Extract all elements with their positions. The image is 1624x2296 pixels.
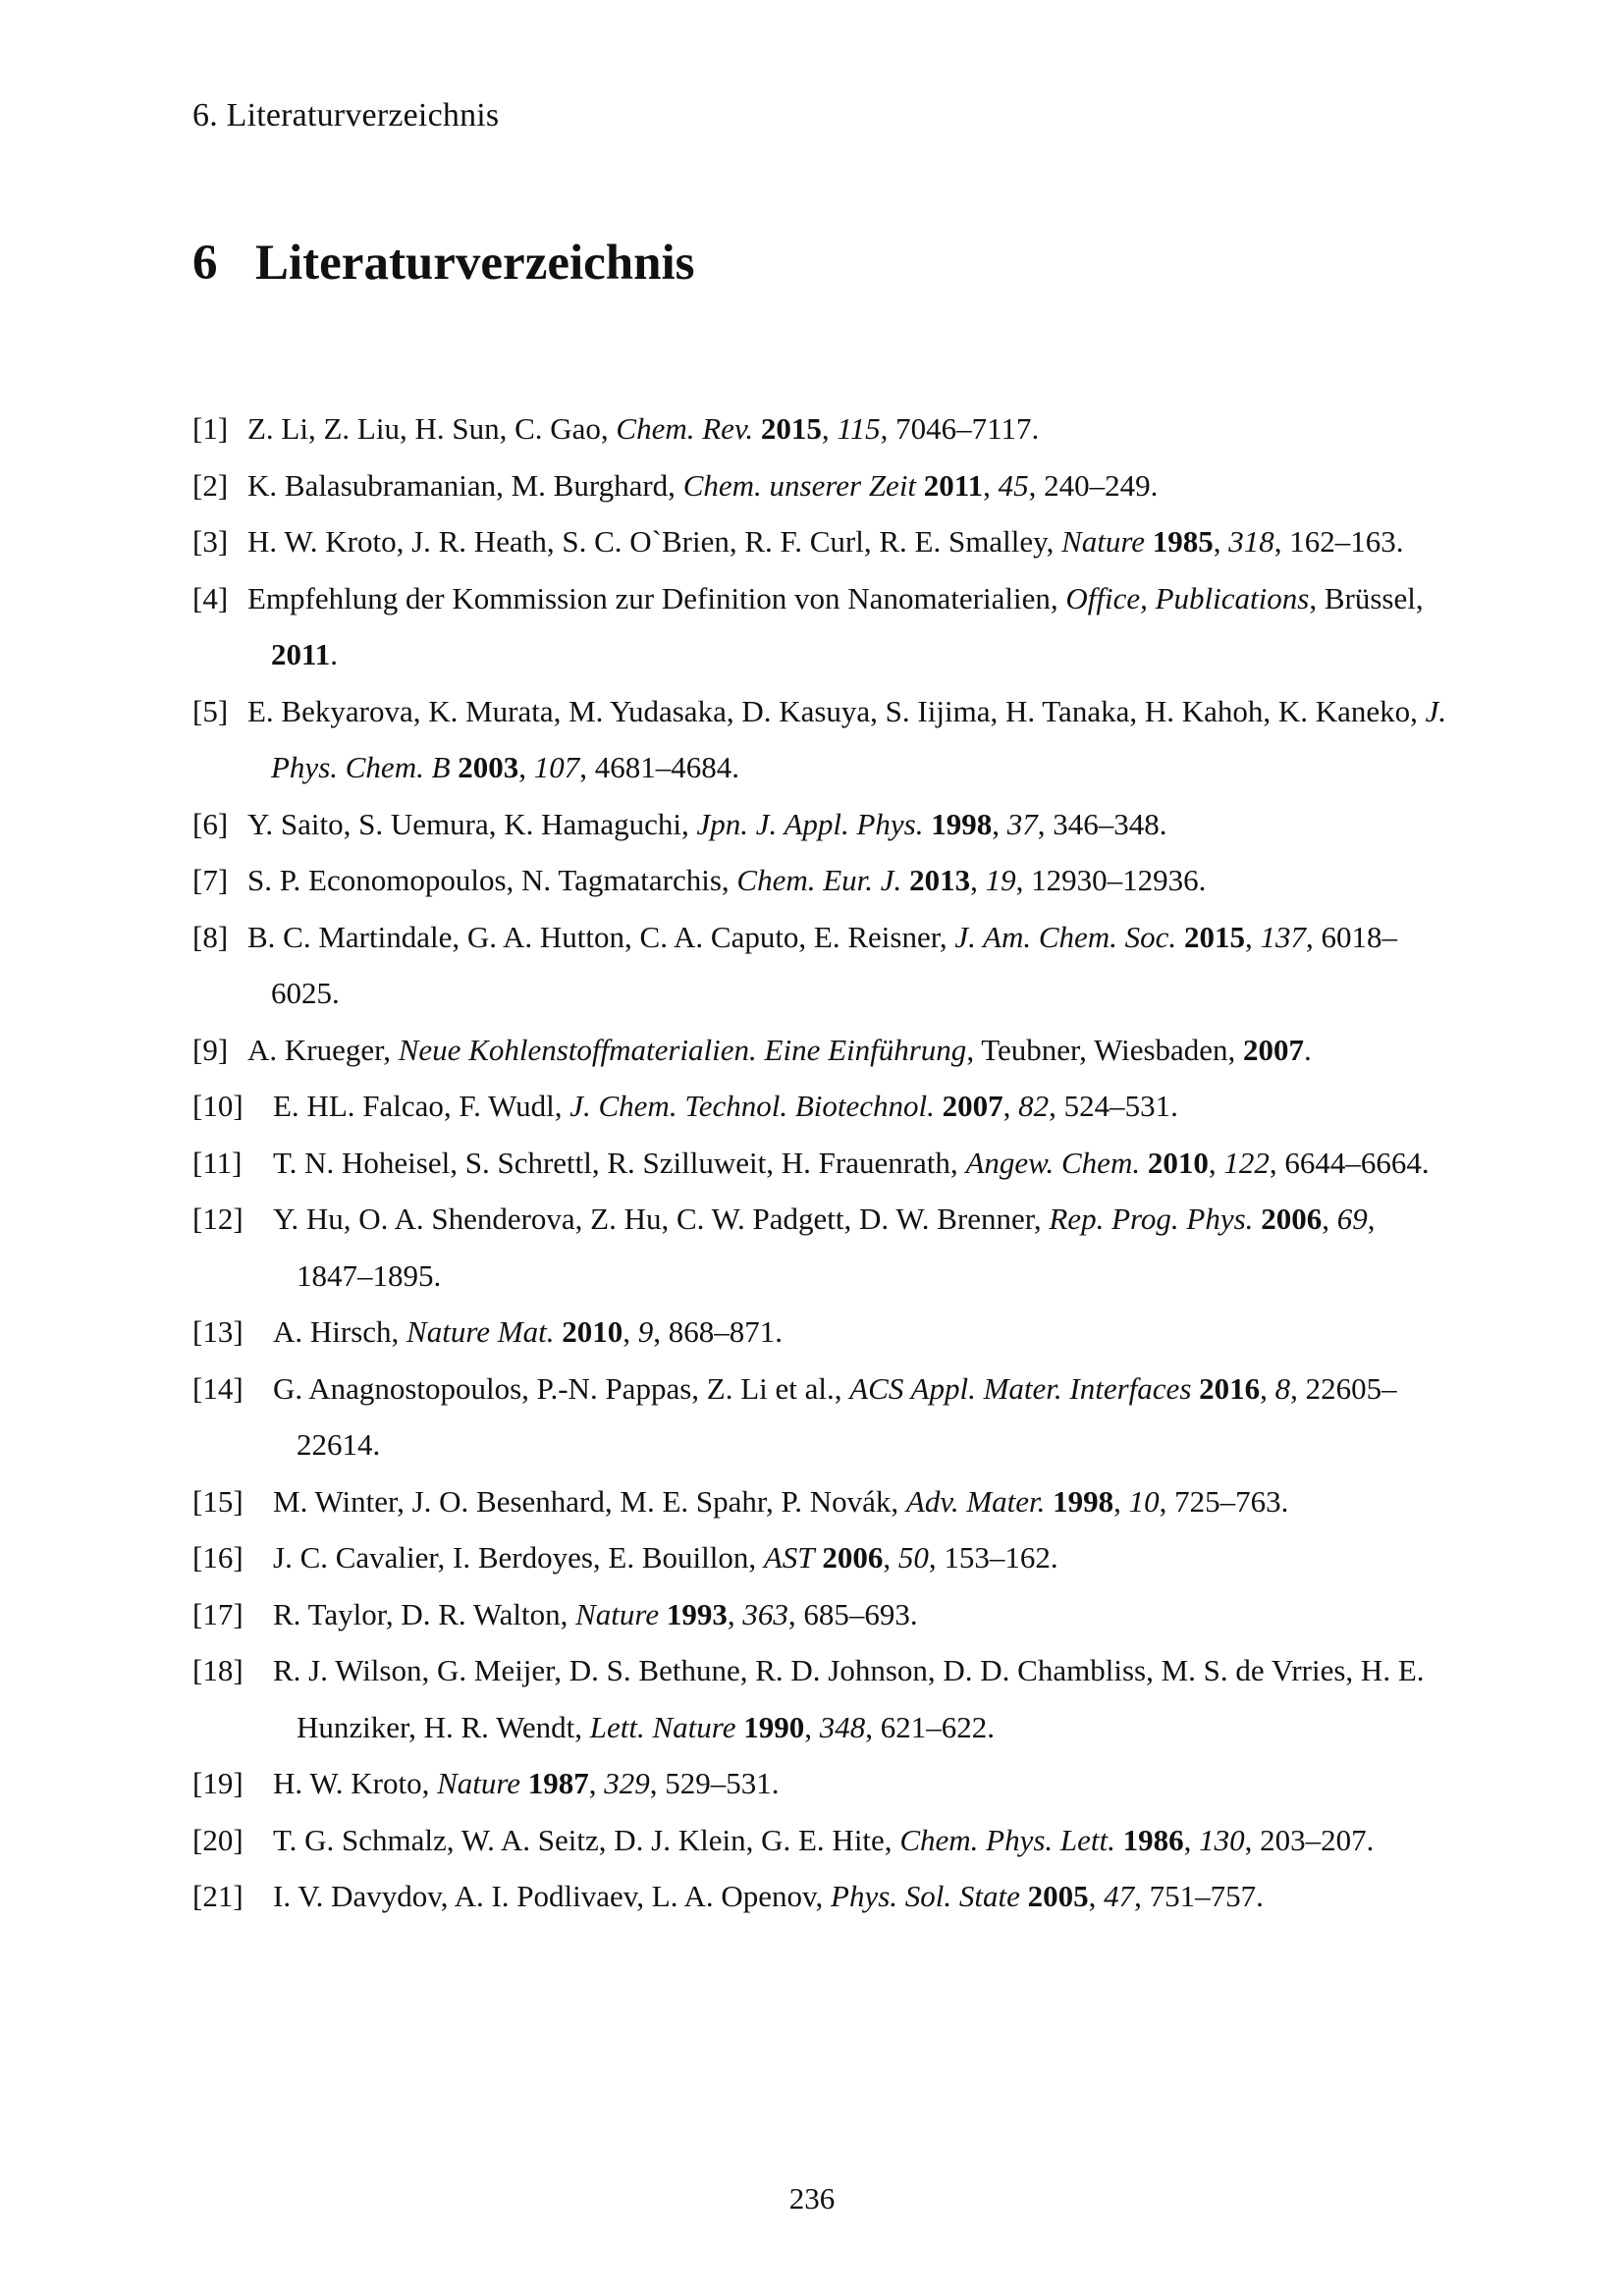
reference-label: [18] bbox=[192, 1653, 244, 1687]
reference-journal: Nature bbox=[575, 1596, 660, 1631]
reference-journal: Nature bbox=[437, 1766, 521, 1800]
reference-label: [9] bbox=[192, 1032, 229, 1067]
reference-journal: Chem. unserer Zeit bbox=[682, 467, 917, 503]
reference-text bbox=[247, 513, 1449, 570]
reference-fragment: , bbox=[1260, 1370, 1275, 1406]
reference-text bbox=[273, 1755, 1449, 1812]
reference-fragment: , 12930–12936. bbox=[1015, 863, 1207, 897]
reference-journal: Nature Mat. bbox=[406, 1314, 555, 1349]
reference-item bbox=[192, 1755, 1449, 1812]
reference-text bbox=[247, 457, 1449, 514]
reference-fragment: , 240–249. bbox=[1028, 467, 1159, 503]
reference-fragment bbox=[659, 1597, 667, 1631]
reference-fragment: Z. Li, Z. Liu, H. Sun, C. Gao, bbox=[247, 411, 617, 446]
reference-text bbox=[247, 909, 1449, 1022]
reference-item bbox=[192, 852, 1449, 909]
reference-year: 2007 bbox=[942, 1089, 1003, 1123]
reference-fragment: , bbox=[588, 1766, 605, 1800]
reference-fragment: , 621–622. bbox=[865, 1709, 995, 1744]
reference-text bbox=[247, 570, 1449, 683]
reference-fragment: , 868–871. bbox=[653, 1314, 783, 1349]
reference-journal: 10 bbox=[1128, 1483, 1160, 1519]
reference-year: 2007 bbox=[1243, 1032, 1305, 1067]
reference-item bbox=[192, 1586, 1449, 1643]
reference-label: [1] bbox=[192, 411, 229, 446]
reference-year: 2010 bbox=[1147, 1145, 1209, 1180]
reference-text bbox=[273, 1473, 1449, 1530]
reference-fragment: Empfehlung der Kommission zur Definition von Nanomaterialien, bbox=[247, 580, 1066, 615]
reference-fragment: B. C. Martindale, G. A. Hutton, C. A. Caputo, E. Reisner, bbox=[247, 919, 955, 954]
reference-fragment: Y. Hu, O. A. Shenderova, Z. Hu, C. W. Padgett, D. W. Brenner, bbox=[273, 1201, 1050, 1236]
reference-fragment: E. HL. Falcao, F. Wudl, bbox=[273, 1089, 570, 1123]
reference-journal: J. Chem. Technol. Biotechnol. bbox=[569, 1089, 935, 1123]
reference-fragment: R. Taylor, D. R. Walton, bbox=[273, 1596, 576, 1631]
reference-fragment: , bbox=[983, 467, 999, 503]
reference-label: [15] bbox=[192, 1483, 244, 1519]
reference-journal: 363 bbox=[742, 1596, 788, 1631]
reference-year: 1993 bbox=[666, 1596, 728, 1631]
reference-year: 2006 bbox=[1261, 1201, 1323, 1236]
reference-fragment bbox=[935, 1089, 943, 1123]
reference-fragment bbox=[916, 468, 924, 503]
reference-text bbox=[273, 1078, 1449, 1135]
reference-journal: 19 bbox=[985, 863, 1016, 897]
reference-year: 1985 bbox=[1152, 524, 1214, 559]
reference-item bbox=[192, 1304, 1449, 1361]
reference-journal: 107 bbox=[533, 750, 580, 784]
reference-fragment bbox=[1176, 920, 1184, 954]
reference-item bbox=[192, 1473, 1449, 1530]
reference-label: [13] bbox=[192, 1314, 244, 1349]
reference-journal: AST bbox=[763, 1540, 815, 1575]
reference-item bbox=[192, 1135, 1449, 1192]
reference-journal: 130 bbox=[1199, 1822, 1245, 1857]
reference-label: [6] bbox=[192, 806, 229, 841]
reference-fragment: T. N. Hoheisel, S. Schrettl, R. Szilluweit, H. Frauenrath, bbox=[273, 1145, 966, 1180]
reference-item bbox=[192, 683, 1449, 796]
reference-label: [3] bbox=[192, 524, 229, 559]
reference-fragment: , 529–531. bbox=[649, 1766, 780, 1800]
reference-journal: 115 bbox=[837, 411, 881, 446]
reference-journal: 9 bbox=[637, 1314, 654, 1349]
reference-fragment: E. Bekyarova, K. Murata, M. Yudasaka, D. Kasuya, S. Iijima, H. Tanaka, H. Kahoh, K. Kaneko, bbox=[247, 693, 1426, 728]
reference-text bbox=[273, 1361, 1449, 1473]
reference-fragment: , 1847–1895. bbox=[297, 1201, 1376, 1293]
reference-text bbox=[273, 1304, 1449, 1361]
reference-fragment: , bbox=[1088, 1879, 1105, 1913]
reference-fragment: , 346–348. bbox=[1037, 806, 1167, 841]
reference-fragment: , 524–531. bbox=[1049, 1089, 1178, 1123]
reference-item bbox=[192, 1191, 1449, 1304]
reference-journal: 122 bbox=[1223, 1145, 1270, 1180]
reference-label: [21] bbox=[192, 1879, 244, 1913]
reference-fragment bbox=[1045, 1484, 1053, 1519]
reference-journal: 37 bbox=[1006, 806, 1038, 841]
reference-fragment bbox=[1145, 524, 1153, 559]
reference-label: [17] bbox=[192, 1596, 244, 1631]
reference-fragment bbox=[520, 1766, 528, 1800]
reference-year: 2011 bbox=[923, 467, 984, 503]
reference-fragment: , bbox=[883, 1540, 898, 1575]
reference-label: [7] bbox=[192, 863, 229, 897]
reference-year: 2015 bbox=[760, 411, 822, 446]
reference-fragment: , bbox=[1322, 1201, 1337, 1236]
reference-journal: 329 bbox=[604, 1766, 650, 1800]
reference-journal: ACS Appl. Mater. Interfaces bbox=[849, 1370, 1192, 1406]
reference-text bbox=[247, 1022, 1449, 1079]
reference-year: 1986 bbox=[1122, 1822, 1184, 1857]
reference-fragment: R. J. Wilson, G. Meijer, D. S. Bethune, R. D. Johnson, D. D. Chambliss, M. S. de Vrries, H. E. Hunziker, H. R. Wendt, bbox=[273, 1653, 1425, 1744]
reference-fragment: , bbox=[1113, 1483, 1129, 1519]
reference-journal: 45 bbox=[998, 467, 1029, 503]
reference-item bbox=[192, 1361, 1449, 1473]
running-header: 6. Literaturverzeichnis bbox=[192, 97, 500, 133]
reference-item bbox=[192, 1642, 1449, 1755]
reference-journal: Office, Publications bbox=[1065, 580, 1310, 615]
reference-fragment: , bbox=[970, 863, 986, 897]
reference-journal: Phys. Sol. State bbox=[831, 1879, 1020, 1913]
reference-journal: 318 bbox=[1228, 524, 1274, 559]
page-number: 236 bbox=[788, 2181, 836, 2216]
reference-text bbox=[273, 1135, 1449, 1192]
reference-item bbox=[192, 1868, 1449, 1925]
reference-fragment: , 685–693. bbox=[787, 1596, 918, 1631]
reference-fragment: Y. Saito, S. Uemura, K. Hamaguchi, bbox=[247, 806, 697, 841]
reference-journal: 348 bbox=[819, 1709, 866, 1744]
reference-fragment: J. C. Cavalier, I. Berdoyes, E. Bouillon, bbox=[273, 1540, 764, 1575]
reference-text bbox=[273, 1868, 1449, 1925]
reference-item bbox=[192, 400, 1449, 457]
reference-item bbox=[192, 796, 1449, 853]
reference-fragment bbox=[753, 411, 761, 446]
reference-list bbox=[192, 400, 1449, 1925]
reference-fragment: K. Balasubramanian, M. Burghard, bbox=[247, 467, 683, 503]
reference-journal: Chem. Rev. bbox=[616, 411, 754, 446]
reference-journal: 69 bbox=[1336, 1201, 1368, 1236]
reference-journal: Rep. Prog. Phys. bbox=[1049, 1201, 1254, 1236]
reference-fragment: , 751–757. bbox=[1134, 1879, 1264, 1913]
reference-fragment: , 6018–6025. bbox=[271, 919, 1397, 1010]
reference-text bbox=[273, 1529, 1449, 1586]
reference-fragment: , Brüssel, bbox=[1309, 580, 1424, 615]
reference-fragment: . bbox=[1304, 1032, 1312, 1067]
reference-text bbox=[273, 1812, 1449, 1869]
reference-fragment: , 7046–7117. bbox=[880, 411, 1040, 446]
reference-fragment bbox=[1191, 1371, 1199, 1406]
reference-year: 1998 bbox=[931, 806, 993, 841]
reference-fragment bbox=[1115, 1823, 1123, 1857]
reference-journal: Jpn. J. Appl. Phys. bbox=[696, 806, 924, 841]
reference-year: 2010 bbox=[562, 1314, 623, 1349]
reference-fragment: , 4681–4684. bbox=[579, 750, 740, 784]
reference-item bbox=[192, 909, 1449, 1022]
reference-fragment: M. Winter, J. O. Besenhard, M. E. Spahr, P. Novák, bbox=[273, 1483, 906, 1519]
reference-fragment: , 725–763. bbox=[1159, 1483, 1289, 1519]
reference-journal: J. Am. Chem. Soc. bbox=[954, 919, 1177, 954]
reference-fragment: , bbox=[1183, 1822, 1200, 1857]
reference-year: 2011 bbox=[271, 637, 331, 671]
reference-year: 2013 bbox=[909, 863, 971, 897]
reference-journal: 47 bbox=[1104, 1879, 1135, 1913]
reference-year: 1987 bbox=[527, 1766, 589, 1800]
reference-fragment: , bbox=[518, 750, 534, 784]
reference-fragment: , bbox=[1213, 524, 1229, 559]
reference-fragment bbox=[901, 863, 909, 897]
reference-fragment: , 203–207. bbox=[1244, 1822, 1375, 1857]
reference-label: [8] bbox=[192, 919, 229, 954]
reference-fragment: A. Krueger, bbox=[247, 1032, 399, 1067]
reference-text bbox=[247, 683, 1449, 796]
reference-text bbox=[273, 1642, 1449, 1755]
reference-year: 2016 bbox=[1199, 1370, 1261, 1406]
reference-item bbox=[192, 1812, 1449, 1869]
reference-fragment: , bbox=[1002, 1089, 1019, 1123]
reference-fragment: T. G. Schmalz, W. A. Seitz, D. J. Klein, G. E. Hite, bbox=[273, 1822, 900, 1857]
reference-item bbox=[192, 1022, 1449, 1079]
reference-fragment: H. W. Kroto, J. R. Heath, S. C. O`Brien, R. F. Curl, R. E. Smalley, bbox=[247, 524, 1062, 559]
reference-journal: 50 bbox=[897, 1540, 929, 1575]
reference-fragment: S. P. Economopoulos, N. Tagmatarchis, bbox=[247, 863, 737, 897]
reference-fragment: , bbox=[1208, 1145, 1224, 1180]
reference-journal: 82 bbox=[1018, 1089, 1050, 1123]
reference-journal: J. Phys. Chem. B bbox=[271, 693, 1447, 784]
reference-fragment: H. W. Kroto, bbox=[273, 1766, 438, 1800]
reference-fragment: , bbox=[992, 806, 1007, 841]
reference-fragment bbox=[1020, 1879, 1028, 1913]
reference-fragment bbox=[1140, 1146, 1148, 1180]
chapter-number: 6 bbox=[192, 236, 218, 291]
reference-year: 2015 bbox=[1183, 919, 1245, 954]
reference-fragment: , 153–162. bbox=[928, 1540, 1058, 1575]
reference-year: 1998 bbox=[1053, 1483, 1114, 1519]
reference-label: [11] bbox=[192, 1145, 243, 1180]
reference-item bbox=[192, 1529, 1449, 1586]
reference-fragment: I. V. Davydov, A. I. Podlivaev, L. A. Openov, bbox=[273, 1879, 832, 1913]
reference-fragment: A. Hirsch, bbox=[273, 1314, 407, 1349]
reference-label: [5] bbox=[192, 693, 229, 728]
reference-text bbox=[247, 796, 1449, 853]
reference-fragment: , 22605–22614. bbox=[297, 1370, 1397, 1462]
reference-label: [2] bbox=[192, 467, 229, 503]
reference-journal: Angew. Chem. bbox=[965, 1145, 1141, 1180]
reference-fragment: , Teubner, Wiesbaden, bbox=[966, 1032, 1244, 1067]
reference-label: [4] bbox=[192, 580, 229, 615]
reference-fragment: . bbox=[330, 637, 339, 671]
reference-journal: 137 bbox=[1260, 919, 1306, 954]
reference-label: [20] bbox=[192, 1822, 244, 1857]
reference-fragment: , bbox=[623, 1314, 638, 1349]
reference-label: [12] bbox=[192, 1201, 244, 1236]
reference-fragment: , 162–163. bbox=[1273, 524, 1404, 559]
reference-text bbox=[247, 400, 1449, 457]
reference-journal: Adv. Mater. bbox=[905, 1483, 1046, 1519]
reference-label: [14] bbox=[192, 1370, 244, 1406]
reference-journal: Lett. Nature bbox=[589, 1709, 736, 1744]
chapter-title-text: Literaturverzeichnis bbox=[255, 236, 695, 291]
reference-fragment: , 6644–6664. bbox=[1269, 1145, 1430, 1180]
reference-fragment: , bbox=[821, 411, 838, 446]
reference-text bbox=[247, 852, 1449, 909]
reference-fragment: , bbox=[1244, 919, 1261, 954]
reference-journal: Neue Kohlenstoffmaterialien. Eine Einführung bbox=[398, 1032, 967, 1067]
chapter-title bbox=[192, 234, 695, 293]
reference-label: [16] bbox=[192, 1540, 244, 1575]
reference-label: [19] bbox=[192, 1766, 244, 1800]
reference-text bbox=[273, 1586, 1449, 1643]
reference-journal: Nature bbox=[1061, 524, 1146, 559]
reference-year: 1990 bbox=[743, 1709, 805, 1744]
reference-text bbox=[273, 1191, 1449, 1304]
reference-fragment: , bbox=[804, 1709, 820, 1744]
reference-item bbox=[192, 1078, 1449, 1135]
reference-label: [10] bbox=[192, 1089, 244, 1123]
reference-fragment: G. Anagnostopoulos, P.-N. Pappas, Z. Li et al., bbox=[273, 1370, 850, 1406]
reference-fragment: , bbox=[727, 1596, 743, 1631]
reference-journal: Chem. Eur. J. bbox=[736, 863, 902, 897]
reference-item bbox=[192, 457, 1449, 514]
reference-journal: 8 bbox=[1274, 1370, 1291, 1406]
reference-item bbox=[192, 513, 1449, 570]
reference-item bbox=[192, 570, 1449, 683]
reference-year: 2006 bbox=[822, 1540, 884, 1575]
reference-journal: Chem. Phys. Lett. bbox=[899, 1822, 1115, 1857]
reference-year: 2005 bbox=[1027, 1879, 1089, 1913]
reference-year: 2003 bbox=[458, 750, 519, 784]
